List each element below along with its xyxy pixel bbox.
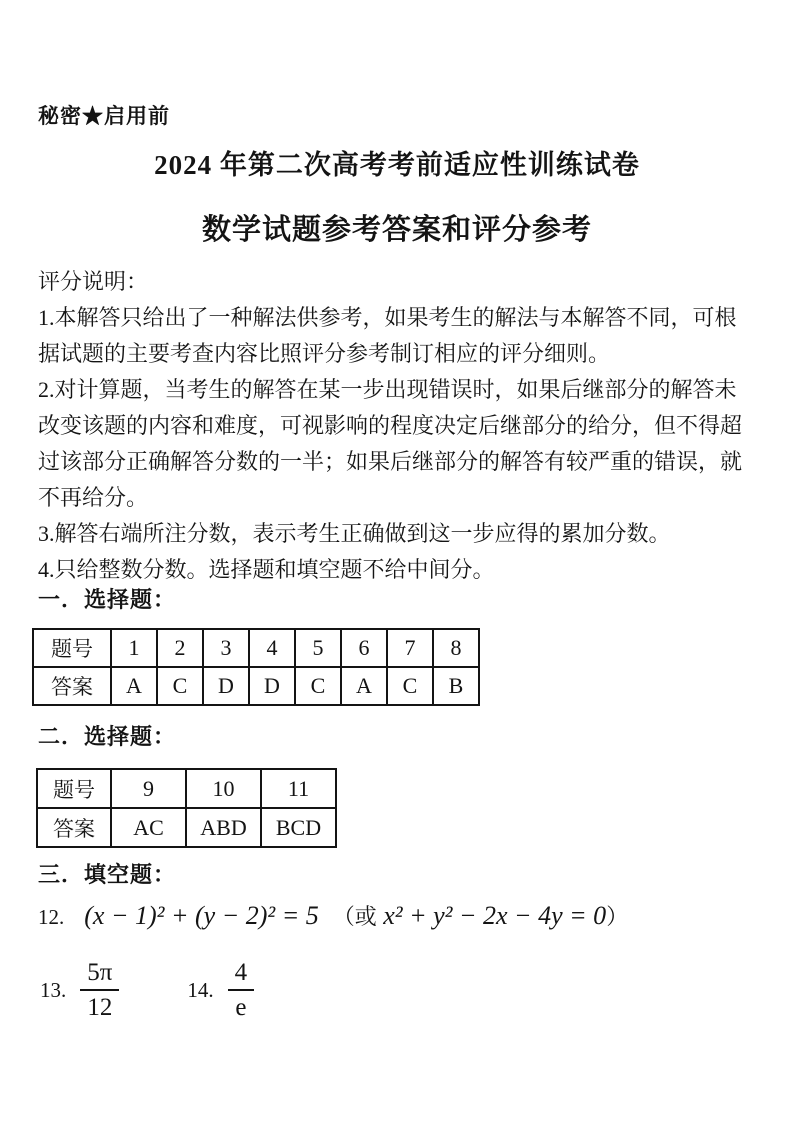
question-12-label: 12. xyxy=(38,905,65,929)
table-row-question-numbers xyxy=(37,769,336,808)
answer-cell: B xyxy=(433,667,479,705)
scoring-notes-line: 不再给分。 xyxy=(38,485,149,510)
answer-table-questions-9-11 xyxy=(36,768,337,848)
question-number-cell: 11 xyxy=(261,769,336,808)
section-heading-choice-multiple: 二．选择题： xyxy=(38,724,177,749)
alt-formula-open: （或 xyxy=(332,904,377,929)
scoring-notes-line: 评分说明： xyxy=(38,269,149,294)
question-13-label: 13. xyxy=(40,977,67,1002)
scoring-notes-line: 3.解答右端所注分数，表示考生正确做到这一步应得的累加分数。 xyxy=(38,521,671,546)
scoring-notes xyxy=(38,264,760,588)
question-number-cell: 5 xyxy=(295,629,341,667)
question-number-cell: 4 xyxy=(249,629,295,667)
section-heading-fill-in: 三．填空题： xyxy=(38,862,177,887)
answer-cell: C xyxy=(295,667,341,705)
scoring-notes-line: 2.对计算题，当考生的解答在某一步出现错误时，如果后继部分的解答未 xyxy=(38,377,737,402)
fraction-denominator: e xyxy=(228,989,255,1022)
question-number-cell: 1 xyxy=(111,629,157,667)
scoring-notes-line: 改变该题的内容和难度，可视影响的程度决定后继部分的给分，但不得超 xyxy=(38,413,743,438)
scoring-notes-line: 4.只给整数分数。选择题和填空题不给中间分。 xyxy=(38,557,495,582)
answer-cell: A xyxy=(341,667,387,705)
alt-formula-math: x² + y² − 2x − 4y = 0 xyxy=(376,901,607,930)
document-subtitle: 数学试题参考答案和评分参考 xyxy=(201,214,592,246)
question-number-cell: 8 xyxy=(433,629,479,667)
answer-cell: BCD xyxy=(261,808,336,847)
question-12-formula: (x − 1)² + (y − 2)² = 5 xyxy=(84,901,319,930)
scoring-notes-line: 据试题的主要考查内容比照评分参考制订相应的评分细则。 xyxy=(38,341,611,366)
question-number-cell: 3 xyxy=(203,629,249,667)
table-row-question-numbers xyxy=(33,629,479,667)
answer-cell: ABD xyxy=(186,808,261,847)
answer-table-questions-1-8 xyxy=(32,628,480,706)
fill-answers-questions-13-14 xyxy=(40,958,254,1022)
answer-cell: AC xyxy=(111,808,186,847)
row-header-answer: 答案 xyxy=(37,808,111,847)
answer-cell: A xyxy=(111,667,157,705)
question-14-fraction xyxy=(228,958,255,1022)
table-row-answers xyxy=(37,808,336,847)
question-number-cell: 2 xyxy=(157,629,203,667)
row-header-question-number: 题号 xyxy=(33,629,111,667)
question-13-fraction xyxy=(80,958,119,1022)
alt-formula-close: ） xyxy=(606,904,629,929)
scoring-notes-line: 1.本解答只给出了一种解法供参考，如果考生的解法与本解答不同，可根 xyxy=(38,305,737,330)
fraction-denominator: 12 xyxy=(80,989,119,1022)
row-header-question-number: 题号 xyxy=(37,769,111,808)
answer-cell: D xyxy=(249,667,295,705)
table-row-answers xyxy=(33,667,479,705)
section-heading-choice-single: 一．选择题： xyxy=(38,587,177,612)
question-14-label: 14. xyxy=(187,977,214,1002)
question-number-cell: 10 xyxy=(186,769,261,808)
row-header-answer: 答案 xyxy=(33,667,111,705)
classification-label: 秘密★启用前 xyxy=(38,104,170,128)
fraction-numerator: 5π xyxy=(87,959,113,986)
question-number-cell: 7 xyxy=(387,629,433,667)
fraction-numerator: 4 xyxy=(234,959,248,986)
question-number-cell: 6 xyxy=(341,629,387,667)
answer-cell: D xyxy=(203,667,249,705)
answer-cell: C xyxy=(387,667,433,705)
fill-answer-question-12 xyxy=(38,900,628,931)
scoring-notes-line: 过该部分正确解答分数的一半；如果后继部分的解答有较严重的错误，就 xyxy=(38,449,743,474)
question-number-cell: 9 xyxy=(111,769,186,808)
document-title: 2024 年第二次高考考前适应性训练试卷 xyxy=(154,150,640,180)
question-12-alternate-formula xyxy=(332,901,629,930)
answer-cell: C xyxy=(157,667,203,705)
